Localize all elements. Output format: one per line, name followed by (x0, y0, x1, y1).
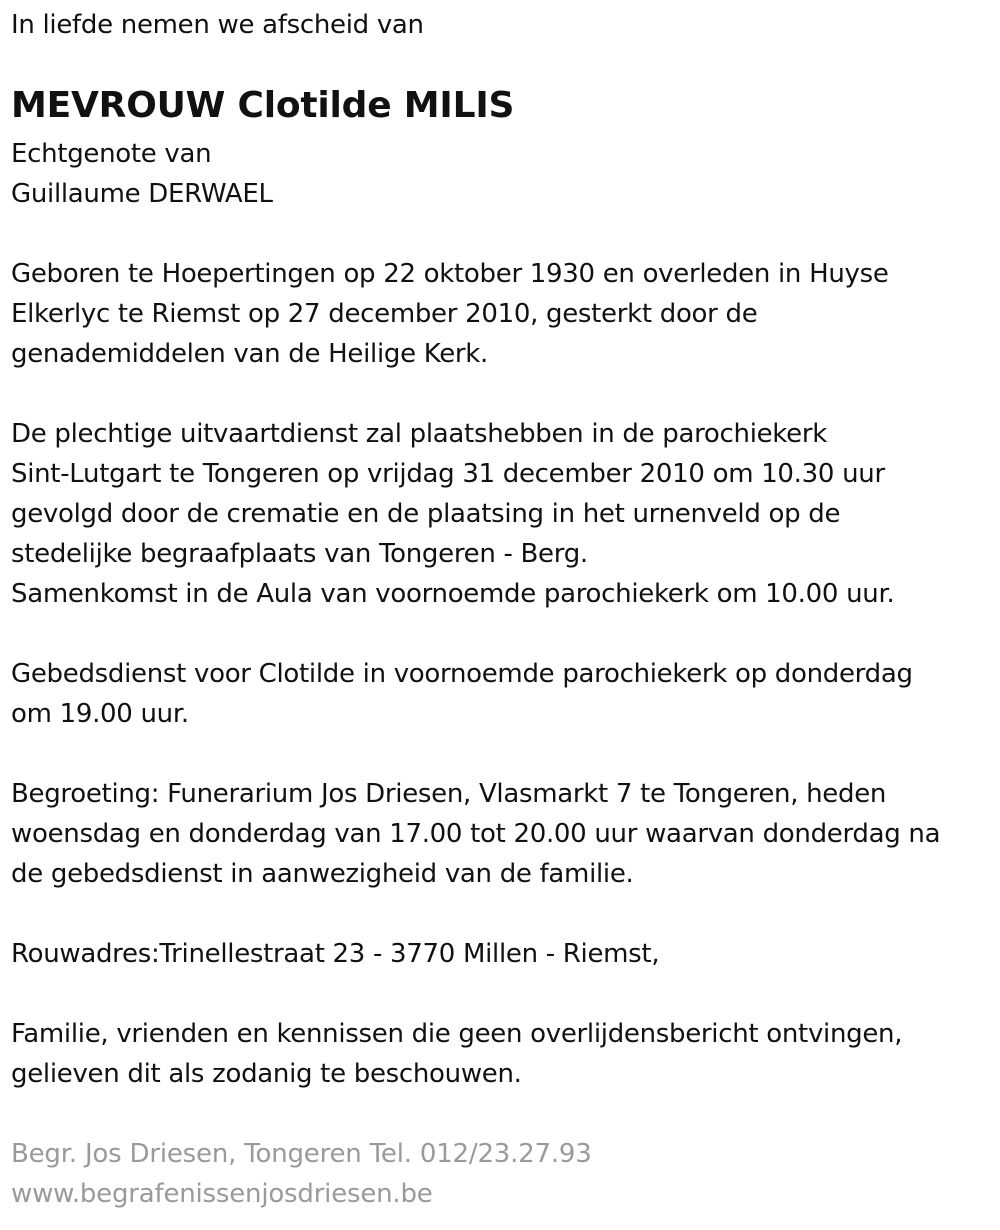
paragraph-line: De plechtige uitvaartdienst zal plaatshebben in de parochiekerk (11, 419, 827, 449)
paragraph-line: om 19.00 uur. (11, 699, 189, 729)
mourning-address: Rouwadres:Trinellestraat 23 - 3770 Millen - Riemst, (11, 939, 660, 969)
birth-death-paragraph (11, 254, 889, 374)
prayer-service-paragraph (11, 654, 913, 734)
paragraph-line: Elkerlyc te Riemst op 27 december 2010, gesterkt door de (11, 299, 758, 329)
paragraph-line: woensdag en donderdag van 17.00 tot 20.00 uur waarvan donderdag na (11, 819, 941, 849)
paragraph-line: Samenkomst in de Aula van voornoemde parochiekerk om 10.00 uur. (11, 579, 895, 609)
paragraph-line: genademiddelen van de Heilige Kerk. (11, 339, 489, 369)
undertaker-contact: Begr. Jos Driesen, Tongeren Tel. 012/23.27.93 (11, 1139, 592, 1169)
paragraph-line: gelieven dit als zodanig te beschouwen. (11, 1059, 522, 1089)
intro-text: In liefde nemen we afscheid van (11, 10, 424, 40)
paragraph-line: Gebedsdienst voor Clotilde in voornoemde parochiekerk op donderdag (11, 659, 913, 689)
spouse-label: Echtgenote van (11, 139, 212, 169)
spouse-name: Guillaume DERWAEL (11, 179, 273, 209)
undertaker-website: www.begrafenissenjosdriesen.be (11, 1179, 433, 1209)
paragraph-line: Sint-Lutgart te Tongeren op vrijdag 31 december 2010 om 10.30 uur (11, 459, 885, 489)
paragraph-line: gevolgd door de crematie en de plaatsing in het urnenveld op de (11, 499, 841, 529)
paragraph-line: Begroeting: Funerarium Jos Driesen, Vlasmarkt 7 te Tongeren, heden (11, 779, 887, 809)
paragraph-line: stedelijke begraafplaats van Tongeren - Berg. (11, 539, 588, 569)
paragraph-line: Geboren te Hoepertingen op 22 oktober 1930 en overleden in Huyse (11, 259, 889, 289)
paragraph-line: de gebedsdienst in aanwezigheid van de familie. (11, 859, 634, 889)
family-notice-paragraph (11, 1014, 902, 1094)
deceased-name: MEVROUW Clotilde MILIS (11, 85, 515, 126)
funeral-service-paragraph (11, 414, 894, 614)
paragraph-line: Familie, vrienden en kennissen die geen overlijdensbericht ontvingen, (11, 1019, 903, 1049)
footer (11, 1134, 592, 1214)
spouse-section (11, 134, 273, 214)
visitation-paragraph (11, 774, 940, 894)
mourning-address-paragraph (11, 934, 659, 974)
